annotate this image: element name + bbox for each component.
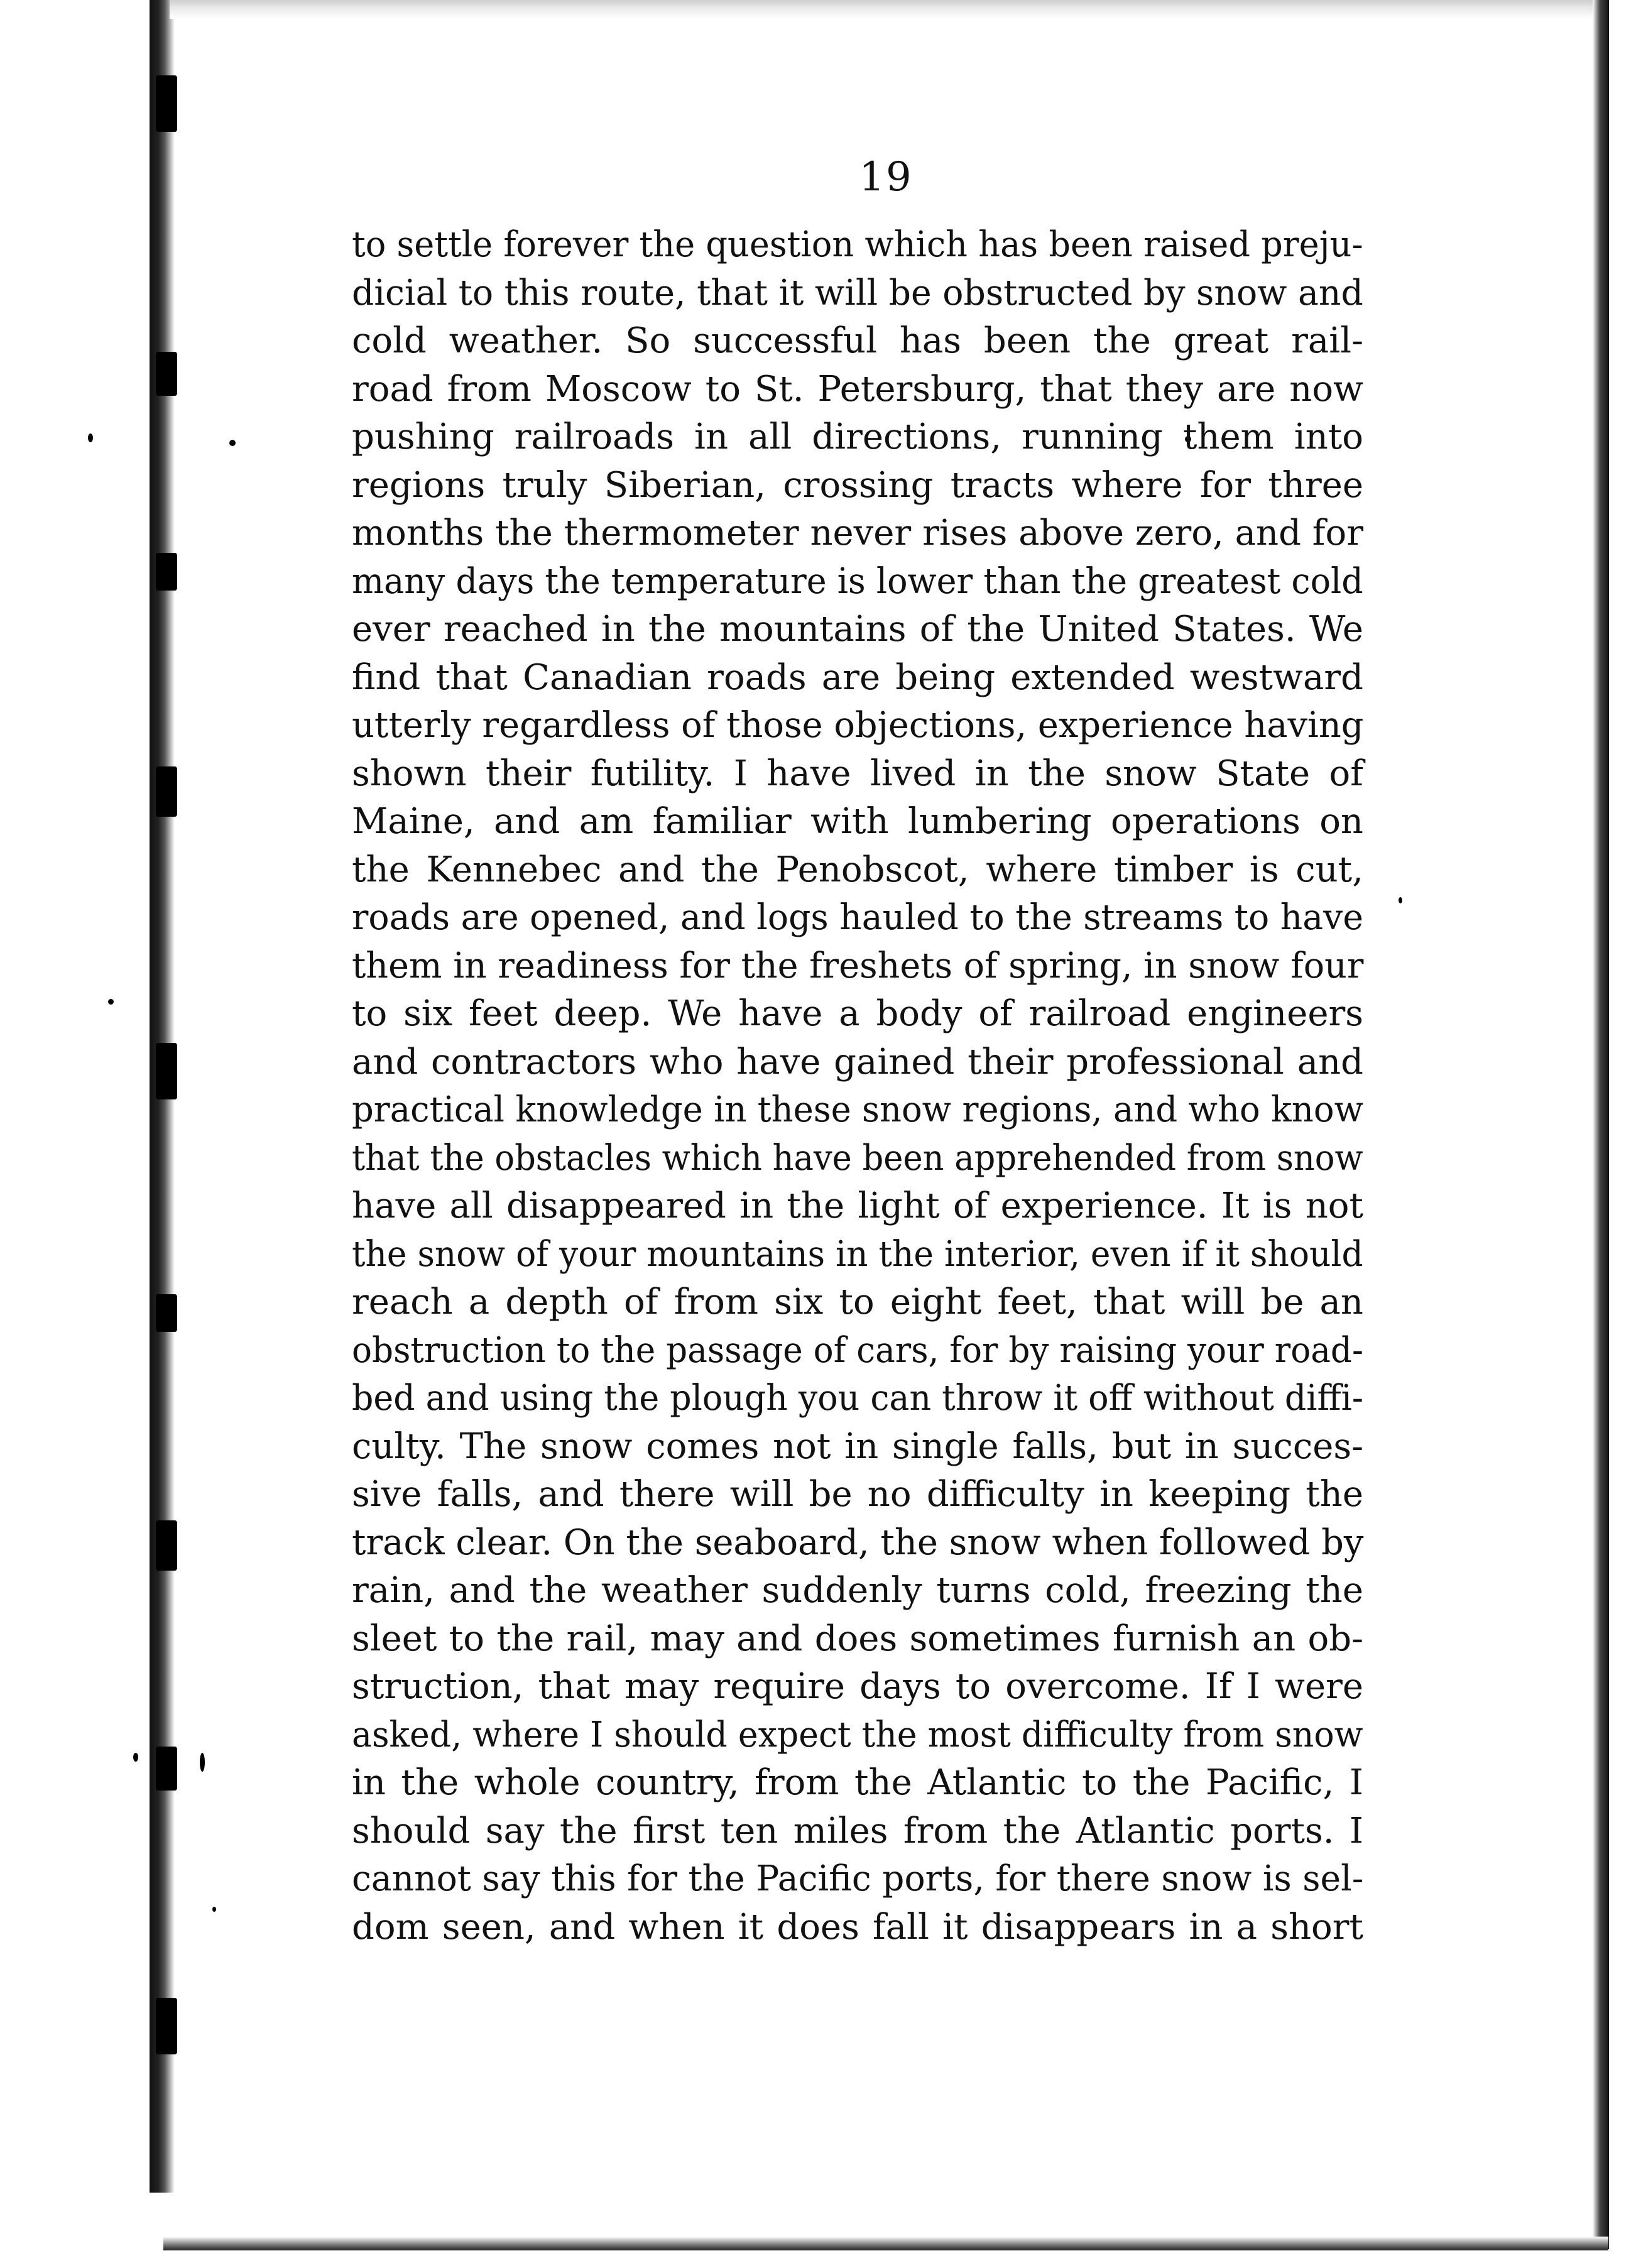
- text-line: struction, that may require days to overcome. If I were: [352, 1666, 1363, 1707]
- page-number: 19: [859, 154, 913, 200]
- text-line: months the thermometer never rises above zero, and for: [352, 513, 1363, 553]
- scan-speck: [108, 999, 114, 1005]
- binding-stitch: [156, 75, 177, 132]
- text-line: reach a depth of from six to eight feet, that will be an: [352, 1282, 1363, 1322]
- text-line: to six feet deep. We have a body of railroad engineers: [352, 993, 1363, 1034]
- binding-stitch: [156, 766, 177, 817]
- text-line: pushing railroads in all directions, running them into: [352, 417, 1363, 457]
- scan-speck: [88, 433, 93, 442]
- binding-stitch: [156, 1998, 177, 2054]
- scan-speck: [1399, 897, 1402, 903]
- text-line: them in readiness for the freshets of spring, in snow four: [352, 945, 1364, 986]
- text-line: the snow of your mountains in the interior, even if it should: [352, 1233, 1363, 1275]
- binding-stitch: [156, 1294, 177, 1332]
- text-line: have all disappeared in the light of experience. It is not: [352, 1186, 1363, 1226]
- page-bottom-edge: [163, 2237, 1608, 2250]
- text-line: rain, and the weather suddenly turns cold, freezing the: [352, 1570, 1363, 1611]
- text-line: should say the first ten miles from the Atlantic ports. I: [352, 1810, 1363, 1851]
- text-line: dom seen, and when it does fall it disappears in a short: [352, 1906, 1363, 1948]
- text-line: track clear. On the seaboard, the snow when followed by: [352, 1522, 1364, 1563]
- text-line: dicial to this route, that it will be obstructed by snow and: [352, 272, 1363, 313]
- binding-stitch: [156, 1520, 177, 1571]
- text-line: regions truly Siberian, crossing tracts where for three: [352, 464, 1363, 506]
- text-line: in the whole country, from the Atlantic to the Pacific, I: [352, 1762, 1363, 1803]
- text-line: and contractors who have gained their professional and: [352, 1041, 1363, 1082]
- text-line: cannot say this for the Pacific ports, for there snow is sel-: [352, 1858, 1364, 1899]
- text-line: asked, where I should expect the most difficulty from snow: [352, 1714, 1363, 1755]
- binding-stitch: [156, 352, 177, 396]
- text-line: sive falls, and there will be no difficulty in keeping the: [352, 1474, 1363, 1515]
- scan-speck: [212, 1907, 216, 1912]
- text-line: ever reached in the mountains of the United States. We: [352, 609, 1363, 650]
- text-line: roads are opened, and logs hauled to the streams to have: [352, 897, 1363, 938]
- binding-margin: [0, 0, 163, 2268]
- binding-stitch: [156, 553, 177, 591]
- text-line: obstruction to the passage of cars, for by raising your road-: [352, 1329, 1363, 1371]
- text-line: many days the temperature is lower than the greatest cold: [352, 560, 1363, 602]
- text-line: that the obstacles which have been apprehended from snow: [352, 1137, 1363, 1179]
- text-line: bed and using the plough you can throw it off without diffi-: [352, 1378, 1363, 1419]
- page-top-edge: [170, 0, 1608, 19]
- text-line: to settle forever the question which has been raised preju-: [352, 224, 1363, 265]
- scan-speck: [133, 1753, 138, 1762]
- text-line: road from Moscow to St. Petersburg, that they are now: [352, 368, 1363, 410]
- page-right-margin: [1609, 0, 1636, 2268]
- page-right-edge: [1593, 0, 1609, 2249]
- text-line: Maine, and am familiar with lumbering operations on: [352, 801, 1363, 842]
- text-line: cold weather. So successful has been the great rail-: [352, 320, 1363, 361]
- text-line: find that Canadian roads are being extended westward: [352, 657, 1363, 698]
- text-line: utterly regardless of those objections, experience having: [352, 705, 1364, 746]
- scan-speck: [229, 440, 236, 446]
- binding-stitch: [156, 1043, 177, 1099]
- text-line: shown their futility. I have lived in the snow State of: [352, 753, 1363, 794]
- body-text: [352, 221, 1363, 1951]
- binding-stitch: [156, 1747, 177, 1791]
- text-line: practical knowledge in these snow regions, and who know: [352, 1089, 1364, 1130]
- text-line: the Kennebec and the Penobscot, where timber is cut,: [352, 849, 1363, 890]
- scan-speck: [200, 1753, 205, 1772]
- text-line: sleet to the rail, may and does sometimes furnish an ob-: [352, 1618, 1363, 1659]
- text-line: culty. The snow comes not in single falls, but in succes-: [352, 1426, 1363, 1467]
